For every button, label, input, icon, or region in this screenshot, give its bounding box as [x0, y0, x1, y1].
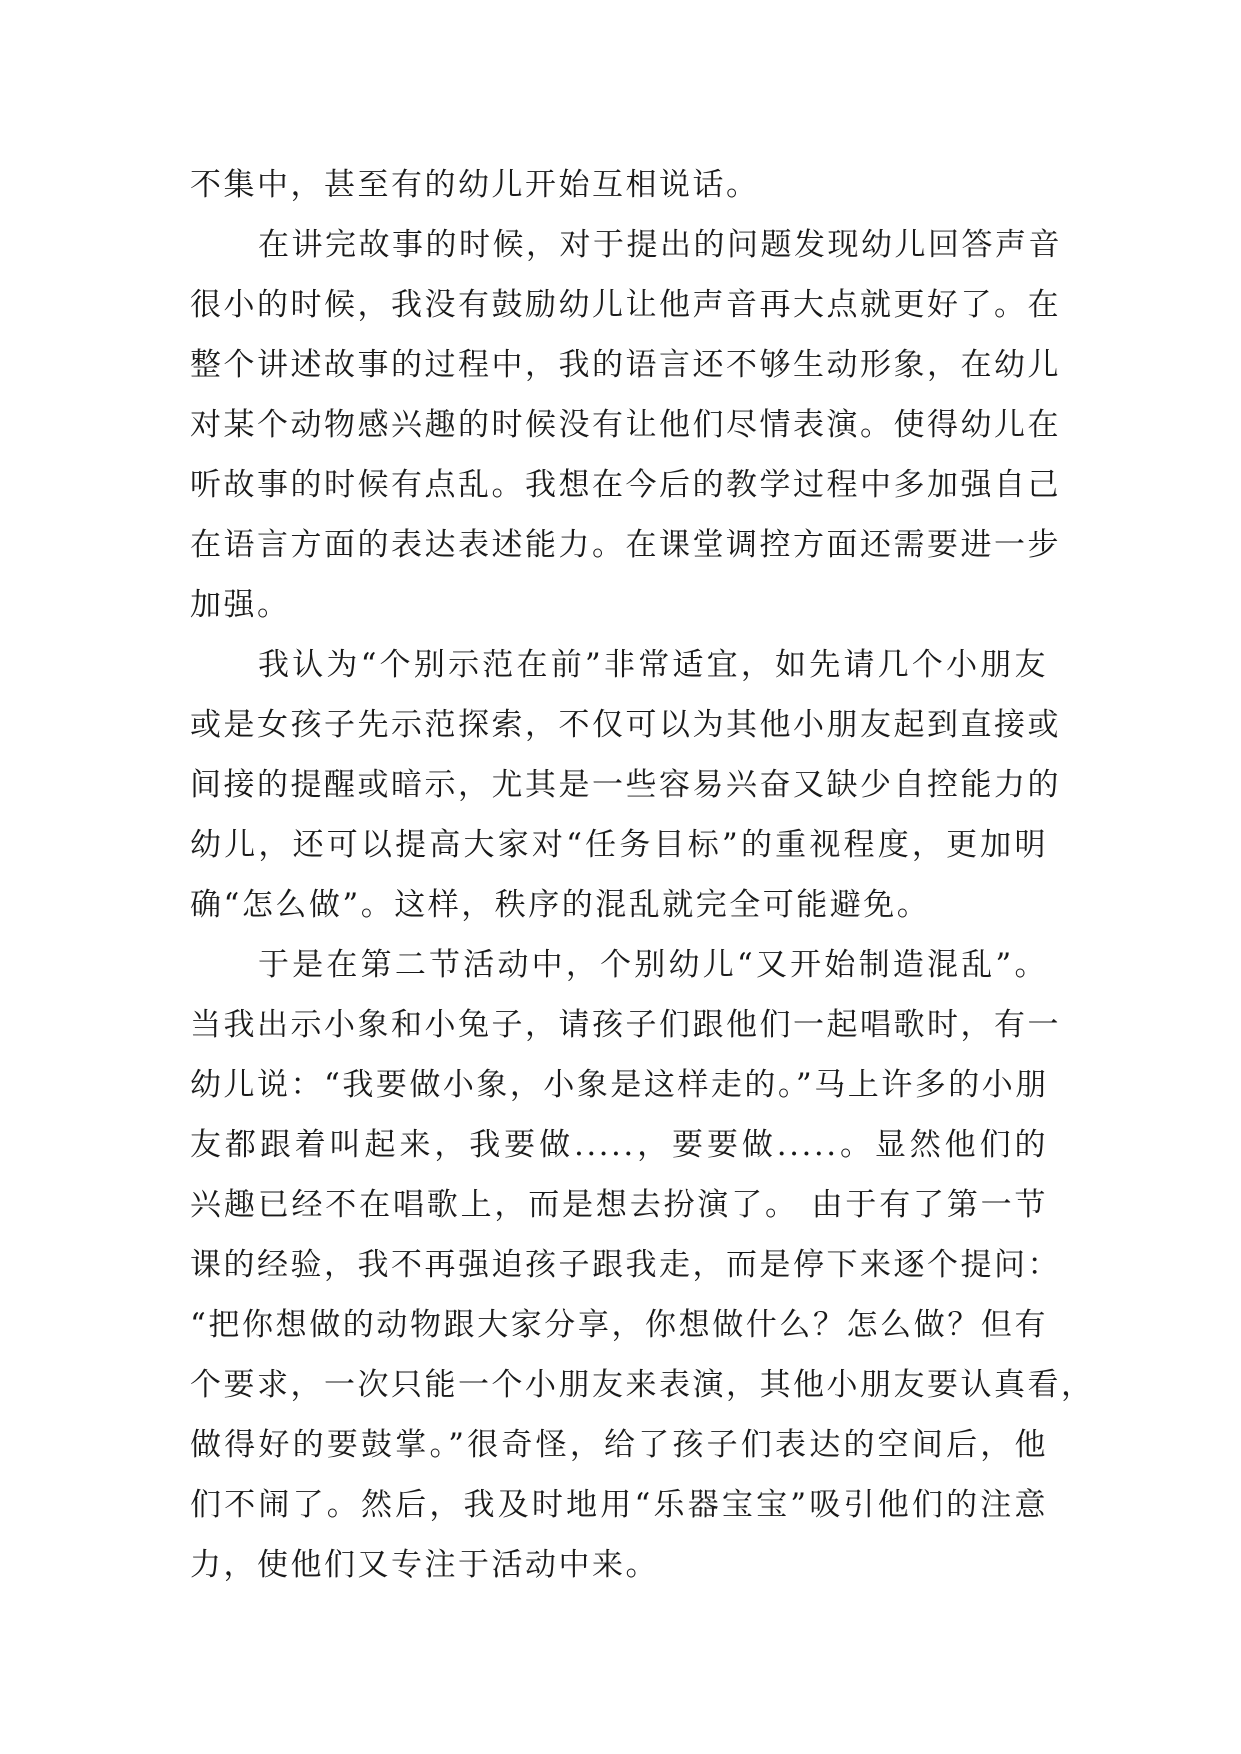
text-line: 在语言方面的表达表述能力。在课堂调控方面还需要进一步 — [190, 527, 1061, 563]
text-line: 很小的时候，我没有鼓励幼儿让他声音再大点就更好了。在 — [190, 287, 1061, 323]
text-line: “把你想做的动物跟大家分享，你想做什么？怎么做？但有 — [190, 1307, 1048, 1343]
text-line: 我认为“个别示范在前”非常适宜，如先请几个小朋友 — [258, 647, 1048, 683]
text-line: 力，使他们又专注于活动中来。 — [190, 1547, 659, 1583]
paragraph-2 — [190, 215, 1062, 635]
text-line: 整个讲述故事的过程中，我的语言还不够生动形象，在幼儿 — [190, 347, 1061, 383]
text-line: 确“怎么做”。这样，秩序的混乱就完全可能避免。 — [190, 887, 931, 923]
text-line: 友都跟着叫起来，我要做.....，要要做.....。显然他们的 — [190, 1127, 1048, 1163]
text-line: 幼儿，还可以提高大家对“任务目标”的重视程度，更加明 — [190, 827, 1048, 863]
text-line: 间接的提醒或暗示，尤其是一些容易兴奋又缺少自控能力的 — [190, 767, 1061, 803]
text-line: 加强。 — [190, 587, 291, 623]
text-line: 们不闹了。然后，我及时地用“乐器宝宝”吸引他们的注意 — [190, 1487, 1048, 1523]
text-line: 幼儿说：“我要做小象，小象是这样走的。”马上许多的小朋 — [190, 1067, 1049, 1103]
text-line: 课的经验，我不再强迫孩子跟我走，而是停下来逐个提问： — [190, 1247, 1061, 1283]
text-line: 在讲完故事的时候，对于提出的问题发现幼儿回答声音 — [258, 227, 1062, 263]
text-line: 听故事的时候有点乱。我想在今后的教学过程中多加强自己 — [190, 467, 1061, 503]
paragraph-4 — [190, 935, 1095, 1595]
text-line: 当我出示小象和小兔子，请孩子们跟他们一起唱歌时，有一 — [190, 1007, 1061, 1043]
paragraph-1 — [190, 155, 1048, 215]
text-line: 对某个动物感兴趣的时候没有让他们尽情表演。使得幼儿在 — [190, 407, 1061, 443]
text-line: 不集中，甚至有的幼儿开始互相说话。 — [190, 167, 760, 203]
body-text — [190, 155, 1095, 1595]
text-line: 于是在第二节活动中，个别幼儿“又开始制造混乱”。 — [258, 947, 1048, 983]
text-line: 做得好的要鼓掌。”很奇怪，给了孩子们表达的空间后，他 — [190, 1427, 1048, 1463]
paragraph-3 — [190, 635, 1061, 935]
text-line: 兴趣已经不在唱歌上，而是想去扮演了。 由于有了第一节 — [190, 1187, 1048, 1223]
text-line: 个要求，一次只能一个小朋友来表演，其他小朋友要认真看， — [190, 1367, 1095, 1403]
text-line: 或是女孩子先示范探索，不仅可以为其他小朋友起到直接或 — [190, 707, 1061, 743]
